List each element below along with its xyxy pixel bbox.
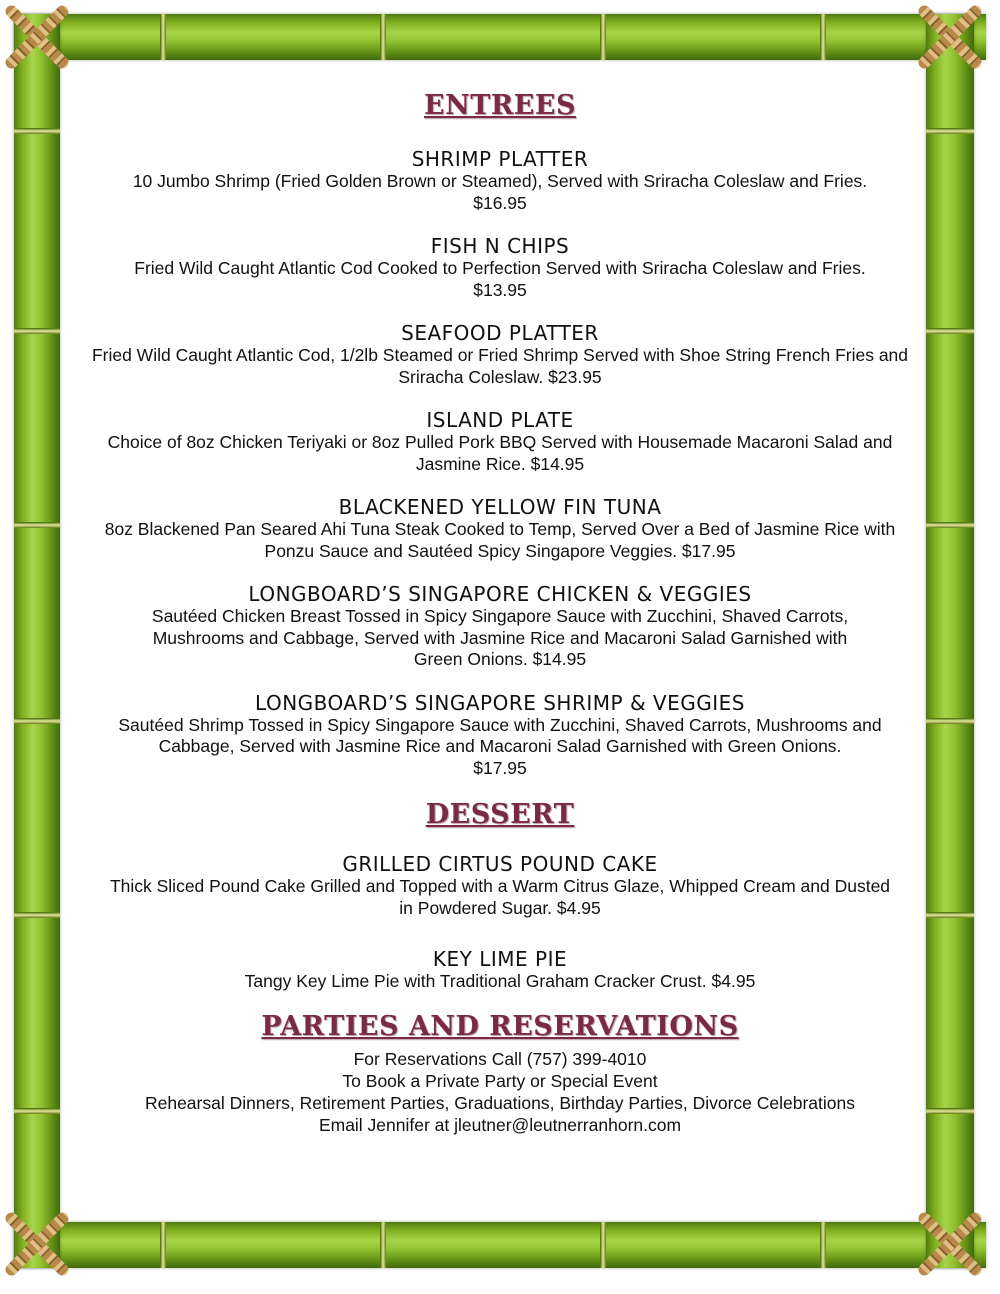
menu-item: [78, 947, 922, 993]
bamboo-node: [14, 718, 60, 724]
item-price: $16.95: [473, 192, 527, 213]
bamboo-node: [820, 1222, 826, 1268]
bamboo-right: [926, 14, 974, 1268]
item-description: Tangy Key Lime Pie with Traditional Graham Cracker Crust. $4.95: [244, 971, 756, 991]
bamboo-node: [926, 1108, 974, 1114]
bamboo-node: [14, 1108, 60, 1114]
menu-item: [78, 852, 922, 919]
bamboo-node: [820, 14, 826, 60]
item-name: LONGBOARD’S SINGAPORE CHICKEN & VEGGIES: [248, 582, 752, 606]
item-price: $13.95: [473, 279, 527, 300]
item-name: KEY LIME PIE: [432, 947, 568, 971]
item-price: $17.95: [473, 757, 527, 778]
menu-item: [78, 691, 922, 780]
menu-item: [78, 495, 922, 562]
item-description: Sautéed Chicken Breast Tossed in Spicy Singapore Sauce with Zucchini, Shaved Carrots, Mushrooms and Cabbage, Served with Jasmine Rice and Macaroni Salad Garnished with Green Onions. $14.95: [151, 606, 849, 669]
menu-item: [78, 147, 922, 214]
bamboo-node: [14, 128, 60, 134]
rope-tie-top-left: [5, 5, 69, 69]
bamboo-node: [160, 14, 166, 60]
item-name: SEAFOOD PLATTER: [401, 321, 599, 345]
rope-tie-bottom-left: [5, 1212, 69, 1276]
event-types-line: Rehearsal Dinners, Retirement Parties, Graduations, Birthday Parties, Divorce Celebrations: [144, 1092, 856, 1113]
bamboo-node: [926, 912, 974, 918]
rope-tie-top-right: [918, 5, 982, 69]
item-name: ISLAND PLATE: [426, 408, 574, 432]
reservations-phone-line: For Reservations Call (757) 399-4010: [353, 1048, 647, 1069]
item-description: Fried Wild Caught Atlantic Cod Cooked to Perfection Served with Sriracha Coleslaw and Fries.: [134, 258, 866, 278]
item-name: FISH N CHIPS: [430, 234, 570, 258]
reservations-info: [78, 1048, 922, 1136]
menu-content: [78, 90, 922, 1136]
menu-item: [78, 321, 922, 388]
item-name: LONGBOARD’S SINGAPORE SHRIMP & VEGGIES: [255, 690, 745, 715]
item-description: Sautéed Shrimp Tossed in Spicy Singapore Sauce with Zucchini, Shaved Carrots, Mushrooms and Cabbage, Served with Jasmine Rice and Macaroni Salad Garnished with Green Onions.: [118, 714, 882, 756]
bamboo-node: [14, 328, 60, 334]
menu-item: [78, 408, 922, 475]
item-name: SHRIMP PLATTER: [411, 147, 589, 171]
bamboo-node: [160, 1222, 166, 1268]
rope-tie-bottom-right: [918, 1212, 982, 1276]
bamboo-node: [926, 128, 974, 134]
menu-item: [78, 582, 922, 671]
entrees-heading: ENTREES: [424, 90, 576, 121]
bamboo-node: [380, 1222, 386, 1268]
item-description: Thick Sliced Pound Cake Grilled and Topped with a Warm Citrus Glaze, Whipped Cream and Dusted in Powdered Sugar. $4.95: [109, 876, 891, 918]
item-description: Choice of 8oz Chicken Teriyaki or 8oz Pulled Pork BBQ Served with Housemade Macaroni Salad and Jasmine Rice. $14.95: [107, 432, 893, 474]
bamboo-node: [926, 718, 974, 724]
bamboo-node: [926, 328, 974, 334]
parties-heading: PARTIES AND RESERVATIONS: [261, 1010, 739, 1042]
bamboo-left: [14, 14, 60, 1268]
bamboo-node: [600, 1222, 606, 1268]
item-name: GRILLED CIRTUS POUND CAKE: [342, 852, 658, 876]
item-description: Fried Wild Caught Atlantic Cod, 1/2lb Steamed or Fried Shrimp Served with Shoe String French Fries and Sriracha Coleslaw. $23.95: [91, 345, 909, 387]
email-line: Email Jennifer at jleutner@leutnerranhorn.com: [318, 1114, 682, 1135]
item-description: 8oz Blackened Pan Seared Ahi Tuna Steak Cooked to Temp, Served Over a Bed of Jasmine Rice with Ponzu Sauce and Sautéed Spicy Singapore Veggies. $17.95: [104, 519, 896, 561]
dessert-heading: DESSERT: [425, 799, 575, 830]
bamboo-node: [600, 14, 606, 60]
item-name: BLACKENED YELLOW FIN TUNA: [338, 495, 662, 519]
bamboo-node: [926, 522, 974, 528]
menu-item: [78, 234, 922, 301]
bamboo-node: [14, 912, 60, 918]
bamboo-node: [14, 522, 60, 528]
bamboo-node: [380, 14, 386, 60]
private-party-line: To Book a Private Party or Special Event: [342, 1070, 658, 1091]
item-description: 10 Jumbo Shrimp (Fried Golden Brown or Steamed), Served with Sriracha Coleslaw and Fries.: [132, 171, 868, 191]
